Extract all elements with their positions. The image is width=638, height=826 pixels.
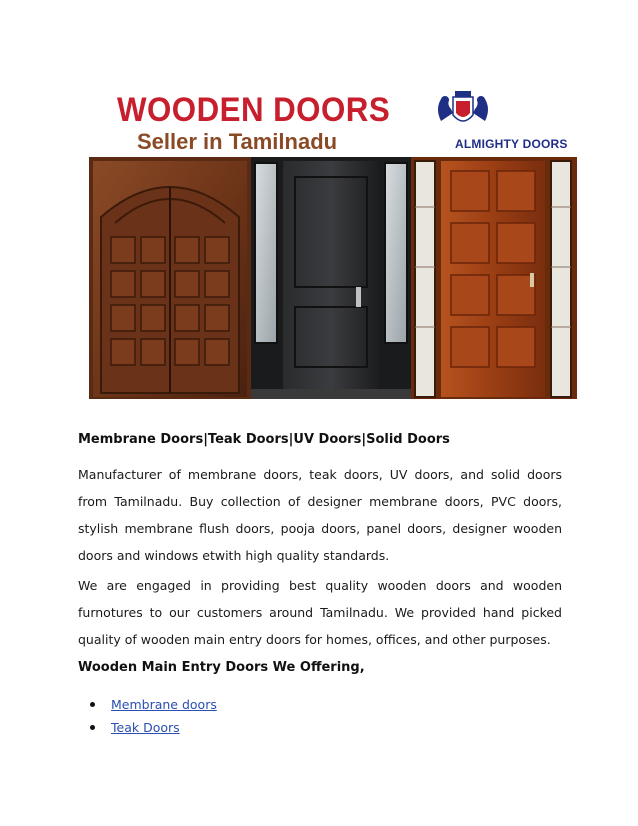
banner-title: WOODEN DOORS [117, 91, 391, 129]
logo-emblem-icon [433, 91, 493, 131]
membrane-doors-link[interactable]: Membrane doors [111, 697, 217, 712]
intro-paragraph: Manufacturer of membrane doors, teak doors, UV doors, and solid doors from Tamilnadu. Buy collection of designer membrane doors, PVC doors, stylish membrane flush doors, pooja doors, panel doors, designer wooden doors and windows etwith high quality standards. [78, 467, 562, 563]
bullet-icon [90, 702, 95, 707]
service-paragraph: We are engaged in providing best quality wooden doors and wooden furnotures to our customers around Tamilnadu. We provided hand picked quality of wooden main entry doors for homes, offices, and other purposes. [78, 578, 562, 647]
offer-heading: Wooden Main Entry Doors We Offering, [78, 660, 365, 675]
logo-name: ALMIGHTY DOORS [455, 137, 568, 151]
banner-subtitle: Seller in Tamilnadu [137, 129, 338, 154]
bullet-icon [90, 725, 95, 730]
list-item [90, 716, 217, 739]
banner-image [89, 87, 577, 399]
doors-photo [89, 157, 577, 399]
list-item [90, 693, 217, 716]
teak-doors-link[interactable]: Teak Doors [111, 720, 180, 735]
page-heading: Membrane Doors|Teak Doors|UV Doors|Solid Doors [78, 432, 450, 447]
banner-header [89, 87, 577, 157]
door-type-list [90, 693, 217, 739]
